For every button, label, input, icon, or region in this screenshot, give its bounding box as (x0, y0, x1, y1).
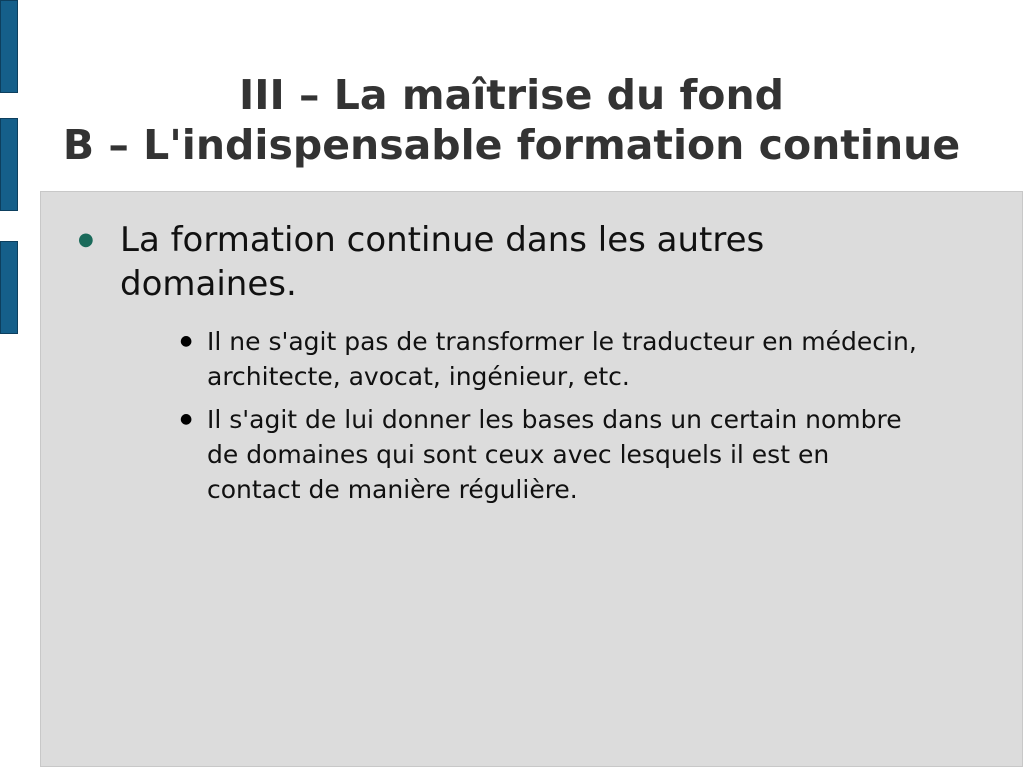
sub-bullet-list (180, 324, 920, 515)
slide-title (0, 70, 1023, 170)
sub-bullet-text: Il ne s'agit pas de transformer le traducteur en médecin, architecte, avocat, ingénieur, etc. (207, 327, 917, 391)
bullet-text: La formation continue dans les autres domaines. (120, 220, 765, 304)
slide-title-line-1: III – La maîtrise du fond (238, 71, 785, 119)
bullet-item (78, 218, 838, 306)
sub-bullet-item (180, 324, 920, 394)
sub-bullet-text: Il s'agit de lui donner les bases dans un certain nombre de domaines qui sont ceux avec lesquels il est en contact de manière régulière. (207, 405, 902, 504)
sub-bullet-dot-icon: ● (180, 411, 193, 427)
bullet-dot-icon: ● (78, 229, 94, 250)
slide-title-line-2: B – L'indispensable formation continue (62, 121, 961, 169)
decorative-side-bar (0, 241, 18, 334)
sub-bullet-item (180, 402, 920, 507)
sub-bullet-dot-icon: ● (180, 333, 193, 349)
